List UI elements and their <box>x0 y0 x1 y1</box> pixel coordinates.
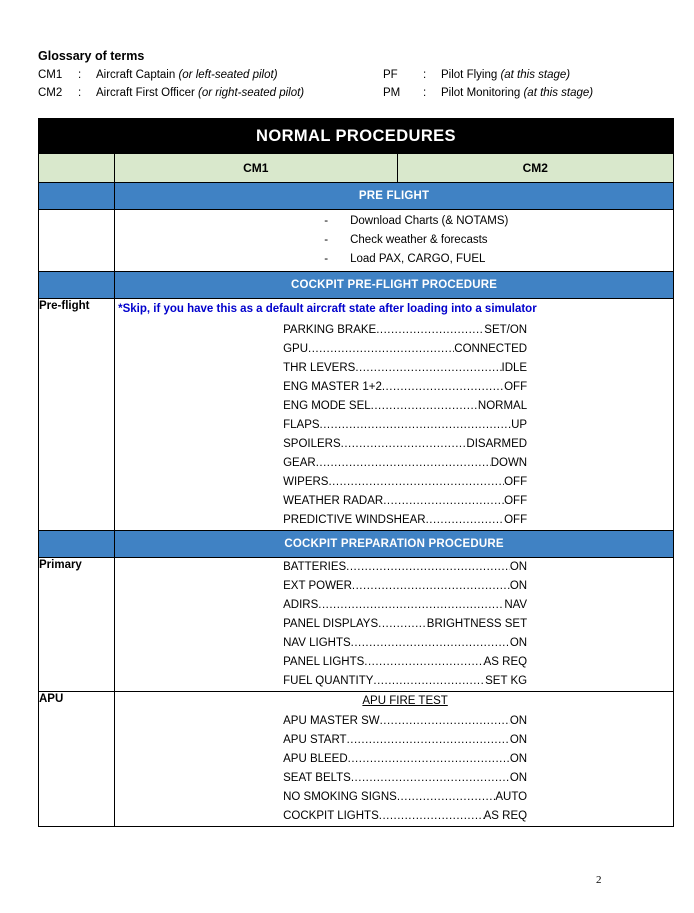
checklist-item-value: AS REQ <box>483 656 528 668</box>
dot-leader <box>371 397 478 416</box>
dot-leader <box>352 577 510 596</box>
dot-leader <box>380 712 510 731</box>
band-blank-cell <box>39 183 115 210</box>
checklist-cell-primary <box>115 558 674 692</box>
dot-leader <box>383 492 504 511</box>
checklist-item-value: SET/ON <box>484 324 528 336</box>
checklist-item <box>283 634 527 653</box>
glossary-definition <box>96 84 304 102</box>
list-item <box>115 250 673 269</box>
checklist-item-label: PANEL LIGHTS <box>283 656 365 668</box>
dot-leader <box>328 473 504 492</box>
checklist-item-value: OFF <box>504 514 528 526</box>
apu-fire-test-heading: APU FIRE TEST <box>362 695 448 707</box>
checklist-item-value: ON <box>509 734 528 746</box>
table-title: NORMAL PROCEDURES <box>39 119 674 154</box>
checklist-item-label: NAV LIGHTS <box>283 637 351 649</box>
glossary-colon: : <box>423 69 427 81</box>
list-item-label: Check weather & forecasts <box>350 234 488 246</box>
list-item <box>115 231 673 250</box>
row-label-primary: Primary <box>39 558 115 692</box>
checklist-cell-pre-flight <box>115 299 674 531</box>
band-label-cockpit-preparation: COCKPIT PREPARATION PROCEDURE <box>115 531 674 558</box>
dash-bullet-icon: - <box>324 215 329 227</box>
dot-leader <box>397 788 496 807</box>
glossary-definition-note: (at this stage) <box>500 69 571 81</box>
table-title-row <box>39 119 674 154</box>
checklist-item-value: OFF <box>504 381 528 393</box>
band-blank-cell <box>39 272 115 299</box>
checklist-item <box>283 492 527 511</box>
glossary-code: CM1 <box>38 69 63 81</box>
checklist-item-label: COCKPIT LIGHTS <box>283 810 379 822</box>
checklist-item <box>283 653 527 672</box>
checklist-item <box>283 750 527 769</box>
dot-leader <box>376 321 484 340</box>
checklist-item-value: ON <box>509 637 528 649</box>
checklist-item-label: ADIRS <box>283 599 319 611</box>
glossary-definition-main: Pilot Monitoring <box>441 87 524 99</box>
checklist-apu <box>283 692 527 826</box>
dot-leader <box>426 511 505 530</box>
glossary-section <box>38 48 678 102</box>
glossary-entry-pm <box>383 84 593 102</box>
checklist-item <box>283 511 527 530</box>
glossary-definition-note: (or left-seated pilot) <box>178 69 278 81</box>
checklist-item <box>283 596 527 615</box>
task-row-label-cell <box>39 210 115 272</box>
checklist-item-label: FUEL QUANTITY <box>283 675 374 687</box>
checklist-item-label: APU BLEED <box>283 753 348 765</box>
glossary-definition-main: Aircraft First Officer <box>96 87 199 99</box>
checklist-primary <box>283 558 527 691</box>
glossary-definition <box>441 84 593 102</box>
checklist-item-label: GEAR <box>283 457 316 469</box>
checklist-item-value: OFF <box>504 495 528 507</box>
pre-flight-task-list <box>115 210 673 271</box>
row-label-pre-flight: Pre-flight <box>39 299 115 531</box>
checklist-item-value: ON <box>509 715 528 727</box>
section-band-cockpit-pre-flight <box>39 272 674 299</box>
glossary-definition-main: Aircraft Captain <box>96 69 179 81</box>
glossary-title: Glossary of terms <box>38 49 145 63</box>
checklist-item-value: IDLE <box>501 362 528 374</box>
glossary-colon: : <box>423 87 427 99</box>
checklist-item-label: PANEL DISPLAYS <box>283 618 379 630</box>
checklist-item-label: ENG MASTER 1+2 <box>283 381 382 393</box>
dot-leader <box>308 340 454 359</box>
column-header-cm1: CM1 <box>115 154 397 183</box>
checklist-item-value: ON <box>509 580 528 592</box>
list-item <box>115 212 673 231</box>
band-blank-cell <box>39 531 115 558</box>
checklist-item <box>283 416 527 435</box>
checklist-item-label: BATTERIES <box>283 561 347 573</box>
checklist-item <box>283 473 527 492</box>
section-band-pre-flight <box>39 183 674 210</box>
glossary-code: PF <box>383 69 398 81</box>
checklist-item-label: NO SMOKING SIGNS <box>283 791 397 803</box>
dot-leader <box>351 769 510 788</box>
checklist-item <box>283 712 527 731</box>
normal-procedures-table <box>38 118 674 827</box>
row-label-apu: APU <box>39 692 115 827</box>
band-label-pre-flight: PRE FLIGHT <box>115 183 674 210</box>
checklist-item-value: DISARMED <box>466 438 528 450</box>
glossary-code: CM2 <box>38 87 63 99</box>
glossary-definition-note: (at this stage) <box>523 87 594 99</box>
dot-leader <box>318 596 504 615</box>
checklist-item-value: AUTO <box>495 791 528 803</box>
pre-flight-tasks-cell <box>115 210 674 272</box>
checklist-item <box>283 769 527 788</box>
dot-leader <box>320 416 512 435</box>
checklist-item <box>283 731 527 750</box>
simulator-skip-note: *Skip, if you have this as a default aircraft state after loading into a simulator <box>118 303 537 315</box>
dot-leader <box>378 615 427 634</box>
checklist-item <box>283 807 527 826</box>
dot-leader <box>346 558 510 577</box>
checklist-item-label: SEAT BELTS <box>283 772 351 784</box>
glossary-entry-cm1 <box>38 66 383 84</box>
dot-leader <box>351 634 510 653</box>
checklist-item-value: ON <box>509 772 528 784</box>
glossary-colon: : <box>78 69 82 81</box>
dot-leader <box>316 454 491 473</box>
checklist-item-value: AS REQ <box>483 810 528 822</box>
checklist-item <box>283 435 527 454</box>
dash-bullet-icon: - <box>324 234 329 246</box>
dash-bullet-icon: - <box>324 253 329 265</box>
glossary-entry-pf <box>383 66 570 84</box>
checklist-item-label: WEATHER RADAR <box>283 495 384 507</box>
table-row-primary <box>39 558 674 692</box>
header-blank-cell <box>39 154 115 183</box>
glossary-entry-cm2 <box>38 84 383 102</box>
checklist-item-value: NAV <box>504 599 528 611</box>
glossary-colon: : <box>78 87 82 99</box>
checklist-item <box>283 397 527 416</box>
checklist-item-label: PREDICTIVE WINDSHEAR <box>283 514 426 526</box>
checklist-item-value: UP <box>511 419 528 431</box>
checklist-item-value: OFF <box>504 476 528 488</box>
glossary-code: PM <box>383 87 401 99</box>
checklist-item-label: FLAPS <box>283 419 320 431</box>
checklist-item-label: PARKING BRAKE <box>283 324 377 336</box>
checklist-item-value: SET KG <box>485 675 528 687</box>
dot-leader <box>341 435 467 454</box>
checklist-item <box>283 615 527 634</box>
glossary-definition-note: (or right-seated pilot) <box>198 87 305 99</box>
checklist-item <box>283 672 527 691</box>
glossary-row <box>38 84 678 102</box>
checklist-item-label: ENG MODE SEL <box>283 400 371 412</box>
dot-leader <box>364 653 483 672</box>
checklist-item-value: BRIGHTNESS SET <box>426 618 528 630</box>
checklist-item-value: ON <box>509 753 528 765</box>
checklist-item-value: DOWN <box>490 457 528 469</box>
band-label-cockpit-pre-flight: COCKPIT PRE-FLIGHT PROCEDURE <box>115 272 674 299</box>
page-number: 2 <box>596 874 602 886</box>
checklist-item-label: SPOILERS <box>283 438 341 450</box>
checklist-item <box>283 788 527 807</box>
dot-leader <box>348 750 510 769</box>
checklist-item-value: ON <box>509 561 528 573</box>
glossary-definition <box>96 66 278 84</box>
glossary-row <box>38 66 678 84</box>
dot-leader <box>379 807 484 826</box>
checklist-item <box>283 378 527 397</box>
checklist-item <box>283 558 527 577</box>
checklist-item <box>283 340 527 359</box>
section-band-cockpit-preparation <box>39 531 674 558</box>
table-header-row <box>39 154 674 183</box>
checklist-item <box>283 321 527 340</box>
checklist-item <box>283 359 527 378</box>
checklist-item-label: GPU <box>283 343 309 355</box>
column-header-cm2: CM2 <box>397 154 673 183</box>
checklist-item-label: THR LEVERS <box>283 362 356 374</box>
checklist-pre-flight <box>283 321 527 530</box>
checklist-item <box>283 577 527 596</box>
glossary-definition <box>441 66 570 84</box>
list-item-label: Download Charts (& NOTAMS) <box>350 215 509 227</box>
checklist-item <box>283 454 527 473</box>
checklist-item-label: EXT POWER <box>283 580 352 592</box>
list-item-label: Load PAX, CARGO, FUEL <box>350 253 486 265</box>
checklist-item-label: APU START <box>283 734 347 746</box>
glossary-definition-main: Pilot Flying <box>441 69 501 81</box>
checklist-item-label: APU MASTER SW <box>283 715 380 727</box>
checklist-cell-apu <box>115 692 674 827</box>
dot-leader <box>382 378 504 397</box>
checklist-item-label: WIPERS <box>283 476 329 488</box>
dot-leader <box>347 731 510 750</box>
table-row-apu <box>39 692 674 827</box>
pre-flight-tasks-row <box>39 210 674 272</box>
dot-leader <box>373 672 485 691</box>
table-row-pre-flight <box>39 299 674 531</box>
checklist-item-value: NORMAL <box>477 400 528 412</box>
dot-leader <box>355 359 501 378</box>
checklist-item-value: CONNECTED <box>454 343 528 355</box>
